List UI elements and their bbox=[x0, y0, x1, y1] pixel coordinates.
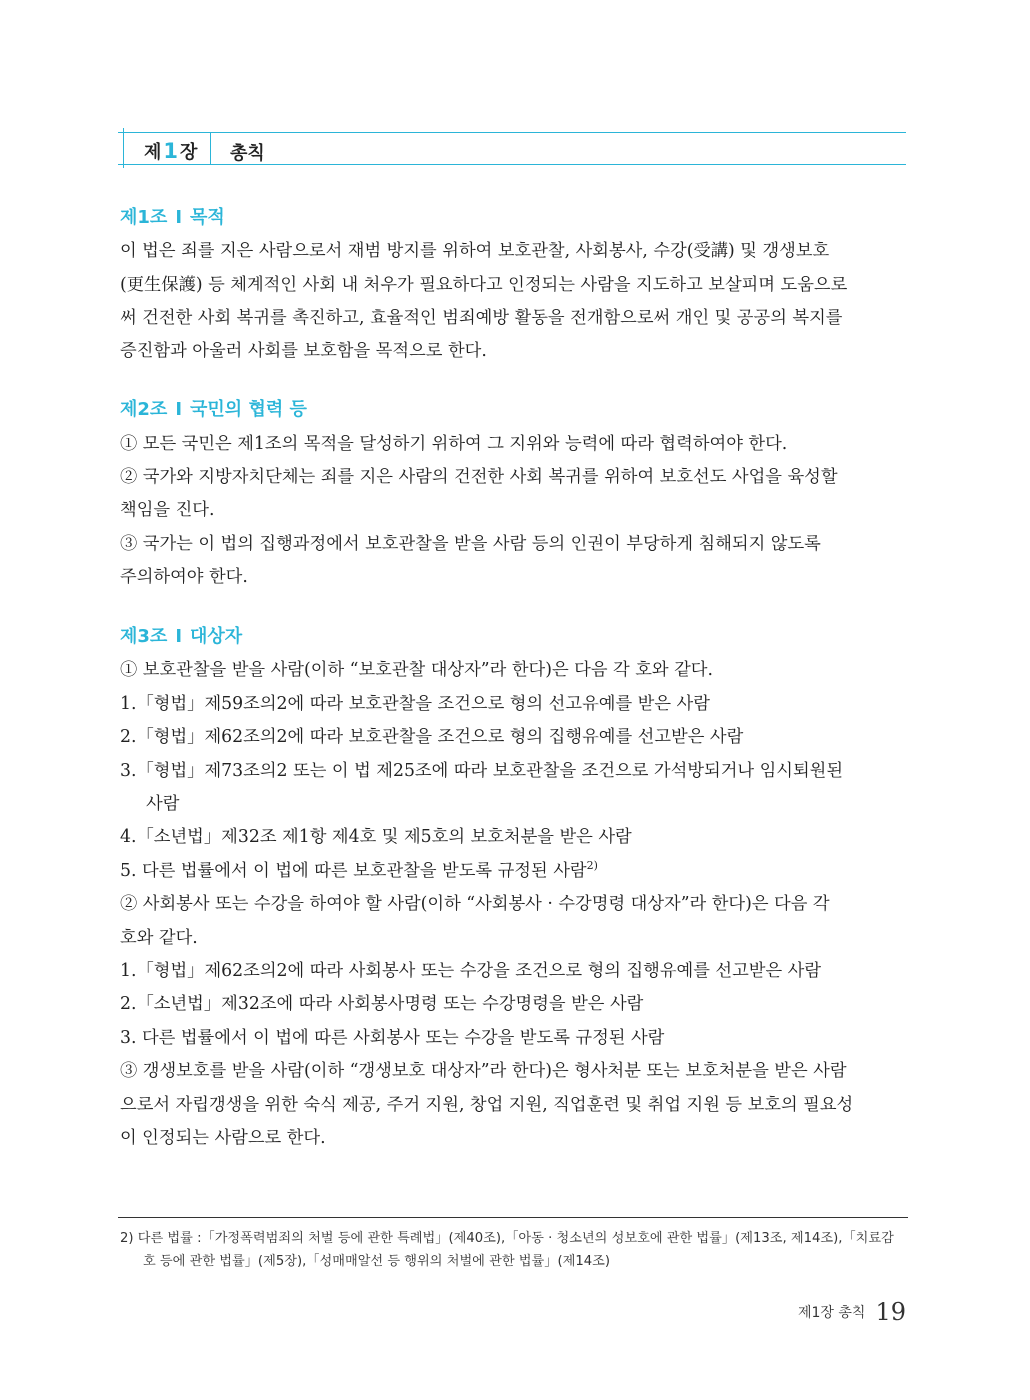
body-line: 3. 다른 법률에서 이 법에 따른 사회봉사 또는 수강을 받도록 규정된 사람 bbox=[120, 1028, 665, 1048]
footnote-divider bbox=[118, 1217, 908, 1218]
article-3-title bbox=[120, 622, 242, 648]
body-line-text: 5. 다른 법률에서 이 법에 따른 보호관찰을 받도록 규정된 사람 bbox=[120, 861, 587, 881]
body-line: 1.「형법」제59조의2에 따라 보호관찰을 조건으로 형의 선고유예를 받은 사람 bbox=[120, 694, 710, 714]
body-line: ③ 국가는 이 법의 집행과정에서 보호관찰을 받을 사람 등의 인권이 부당하게 침해되지 않도록 bbox=[120, 534, 821, 554]
title-separator: I bbox=[175, 399, 183, 420]
page-number: 19 bbox=[875, 1298, 906, 1326]
body-line: 이 법은 죄를 지은 사람으로서 재범 방지를 위하여 보호관찰, 사회봉사, 수강(受講) 및 갱생보호 bbox=[120, 241, 830, 261]
article-1-title bbox=[120, 203, 225, 229]
chapter-tick bbox=[123, 128, 124, 168]
article-name: 대상자 bbox=[190, 626, 243, 647]
article-number: 제3조 bbox=[120, 626, 168, 647]
body-line: 써 건전한 사회 복귀를 촉진하고, 효율적인 범죄예방 활동을 전개함으로써 개인 및 공공의 복지를 bbox=[120, 308, 843, 328]
chapter-number bbox=[144, 138, 197, 164]
article-name: 국민의 협력 등 bbox=[190, 399, 307, 420]
body-line: 2.「형법」제62조의2에 따라 보호관찰을 조건으로 형의 집행유예를 선고받은 사람 bbox=[120, 727, 744, 747]
footnote-reference[interactable]: 2) bbox=[586, 859, 598, 873]
body-line: 증진함과 아울러 사회를 보호함을 목적으로 한다. bbox=[120, 341, 487, 361]
body-line: (更生保護) 등 체계적인 사회 내 처우가 필요하다고 인정되는 사람을 지도하고 보살피며 도움으로 bbox=[120, 275, 848, 295]
chapter-digit: 1 bbox=[163, 139, 179, 163]
page-footer bbox=[798, 1298, 906, 1326]
running-title: 제1장 총칙 bbox=[797, 1305, 866, 1321]
body-line: 4.「소년법」제32조 제1항 제4호 및 제5호의 보호처분을 받은 사람 bbox=[120, 827, 632, 847]
body-line: 사람 bbox=[146, 794, 180, 814]
footnote-line: 2) 다른 법률 :「가정폭력범죄의 처벌 등에 관한 특례법」(제40조),「아동 · 청소년의 성보호에 관한 법률」(제13조, 제14조),「치료감 bbox=[120, 1231, 894, 1246]
footnote-line: 호 등에 관한 법률」(제5장),「성매매알선 등 행위의 처벌에 관한 법률」(제14조) bbox=[143, 1254, 610, 1269]
body-line: 3.「형법」제73조의2 또는 이 법 제25조에 따라 보호관찰을 조건으로 가석방되거나 임시퇴원된 bbox=[120, 761, 844, 781]
article-name: 목적 bbox=[190, 207, 225, 228]
chapter-title: 총칙 bbox=[230, 143, 265, 164]
body-line: ② 국가와 지방자치단체는 죄를 지은 사람의 건전한 사회 복귀를 위하여 보호선도 사업을 육성할 bbox=[120, 467, 838, 487]
body-line: 으로서 자립갱생을 위한 숙식 제공, 주거 지원, 창업 지원, 직업훈련 및 취업 지원 등 보호의 필요성 bbox=[120, 1095, 854, 1115]
article-number: 제2조 bbox=[120, 399, 168, 420]
body-line: 주의하여야 한다. bbox=[120, 567, 248, 587]
body-line: 책임을 진다. bbox=[120, 500, 215, 520]
article-2-title bbox=[120, 395, 307, 421]
title-separator: I bbox=[175, 207, 183, 228]
body-line: ① 보호관찰을 받을 사람(이하 “보호관찰 대상자”라 한다)은 다음 각 호와 같다. bbox=[120, 660, 713, 680]
body-line: 1.「형법」제62조의2에 따라 사회봉사 또는 수강을 조건으로 형의 집행유예를 선고받은 사람 bbox=[120, 961, 822, 981]
chapter-suffix: 장 bbox=[180, 142, 198, 163]
body-line: ③ 갱생보호를 받을 사람(이하 “갱생보호 대상자”라 한다)은 형사처분 또는 보호처분을 받은 사람 bbox=[120, 1061, 847, 1081]
chapter-separator bbox=[210, 132, 211, 164]
chapter-prefix: 제 bbox=[144, 142, 162, 163]
body-line: 호와 같다. bbox=[120, 928, 198, 948]
body-line: 이 인정되는 사람으로 한다. bbox=[120, 1128, 326, 1148]
body-line: ② 사회봉사 또는 수강을 하여야 할 사람(이하 “사회봉사 · 수강명령 대상자”라 한다)은 다음 각 bbox=[120, 894, 830, 914]
chapter-rule-top bbox=[118, 132, 906, 133]
chapter-header bbox=[118, 128, 906, 168]
body-line: 2.「소년법」제32조에 따라 사회봉사명령 또는 수강명령을 받은 사람 bbox=[120, 994, 644, 1014]
article-number: 제1조 bbox=[120, 207, 168, 228]
title-separator: I bbox=[175, 626, 183, 647]
body-line: ① 모든 국민은 제1조의 목적을 달성하기 위하여 그 지위와 능력에 따라 협력하여야 한다. bbox=[120, 434, 788, 454]
body-line-with-footnote bbox=[120, 856, 598, 881]
